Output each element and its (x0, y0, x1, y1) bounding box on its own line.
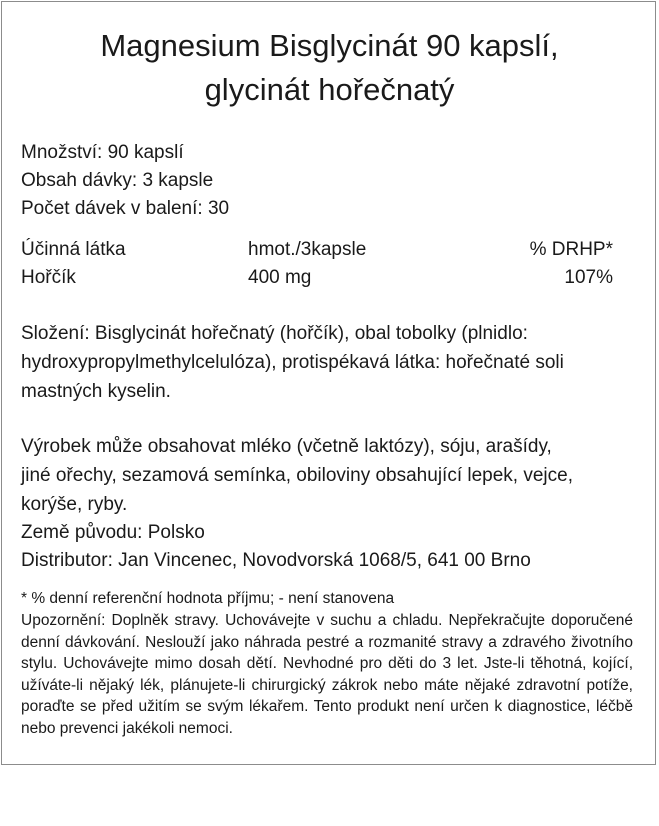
distributor-text: Distributor: Jan Vincenec, Novodvorská 1068/5, 641 00 Brno (21, 550, 531, 571)
warning-text: Upozornění: Doplněk stravy. Uchovávejte v suchu a chladu. Nepřekračujte doporučené denní dávkování. Neslouží jako náhrada pestré a rozmanité stravy a zdravého životního stylu. Uchovávejte mimo dosah dětí. Nevhodné pro děti do 3 let. Jste-li těhotná, kojící, užíváte-li nějaký lék, plánujete-li chirurgický zákrok nebo máte nějaké zdravotní potíže, poraďte se před užitím se svým lékařem. Tento produkt není určen k diagnostice, léčbě nebo prevenci jakékoli nemoci. (21, 612, 633, 737)
table-cell-substance: Hořčík (21, 267, 76, 288)
title-line-2: glycinát hořečnatý (204, 72, 455, 107)
footnote-text: * % denní referenční hodnota příjmu; - není stanovena (21, 590, 395, 607)
product-title (2, 24, 657, 112)
dose-text: Obsah dávky: 3 kapsle (21, 170, 214, 191)
table-cell-amount: 400 mg (248, 267, 312, 288)
composition-line-2: hydroxypropylmethylcelulóza), protispékavá látka: hořečnaté soli (21, 352, 564, 373)
table-header-amount: hmot./3kapsle (248, 239, 367, 260)
composition-line-3: mastných kyselin. (21, 381, 171, 402)
product-label (1, 1, 656, 765)
allergens-line-3: korýše, ryby. (21, 494, 128, 515)
origin-text: Země původu: Polsko (21, 522, 205, 543)
table-header-substance: Účinná látka (21, 239, 126, 260)
allergens-line-1: Výrobek může obsahovat mléko (včetně laktózy), sóju, arašídy, (21, 436, 552, 457)
allergens-line-2: jiné ořechy, sezamová semínka, obiloviny obsahující lepek, vejce, (21, 465, 573, 486)
table-cell-drhp: 107% (564, 267, 613, 288)
doses-count-text: Počet dávek v balení: 30 (21, 198, 230, 219)
quantity-text: Množství: 90 kapslí (21, 142, 184, 163)
table-header-drhp: % DRHP* (529, 239, 613, 260)
composition-line-1: Složení: Bisglycinát hořečnatý (hořčík), obal tobolky (plnidlo: (21, 323, 528, 344)
title-line-1: Magnesium Bisglycinát 90 kapslí, (100, 28, 559, 63)
